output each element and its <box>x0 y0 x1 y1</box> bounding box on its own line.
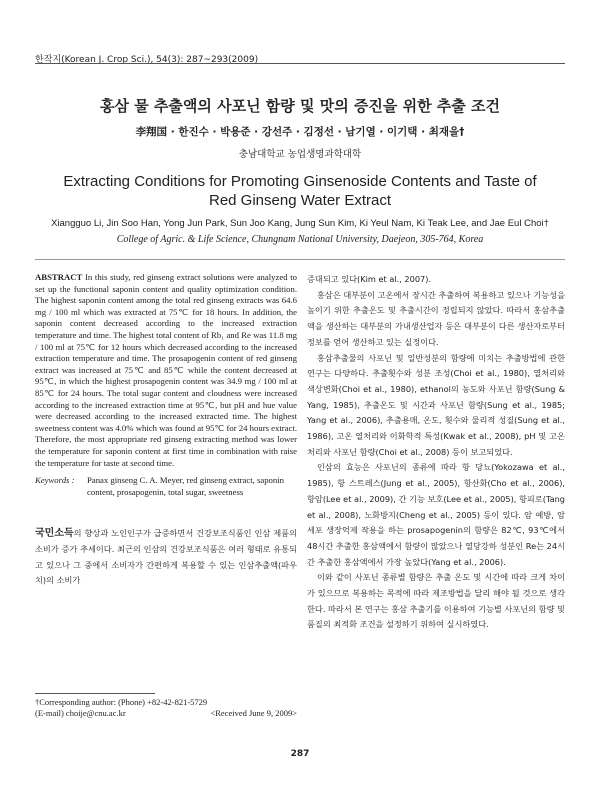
abstract-text: In this study, red ginseng extract solutions were analyzed to set up the functional saponin content and quality optimization condition. The highest saponin content among the total red ginseng extracts was 64.6 mg / 100 ml which was extracted at 75℃ for 18 hours. In addition, the saponin content decreased according to the increased extraction temperature and time. The highest total content of Rb₁ and Re was 11.8 mg / 100 ml at 75℃ for 12 hours which decreased according to the increased extraction temperature and time. The prosapogenin content of red ginseng extract was increased at 75℃ and 85℃ while the content decreased at 95℃, in which the highest prosapogenin content was 34.9 mg / 100 ml at 85℃ for 24 hours. The total sugar content and cloudness were increased according to the increased extraction time at 95℃, but pH and hue value were decreased according to the increased extracted time. The highest sweetness content was 4.0% which was found at 95℃ for 24 hours extract. Therefore, the most appropriate red ginseng extracting method was lower the temperature for saponin content at first time in combination with raise the temperature for taste at second time. <box>35 272 297 468</box>
intro-paragraph-left <box>35 526 297 589</box>
right-paragraph-3: 홍삼추출물의 사포닌 및 일반성분의 함량에 미치는 추출방법에 관한 연구는 다양하다. 추출횟수와 성분 조성(Choi et al., 1980), 열처리와 색상변화(Choi et al., 1980), ethanol의 농도와 사포닌 함량(Sung & Yang, 1985), 추출온도 및 시간과 사포닌 함량(Sung et al., 1985; Yang et al., 2006), 추출용매, 온도, 횟수와 물리적 성질(Sung et al., 1986), 고온 열처리와 이화학적 특성(Kwak et al., 2008), pH 및 고온처리와 사포닌 함량(Choi et al., 2008) 등이 보고되었다. <box>307 352 565 457</box>
korean-affiliation: 충남대학교 농업생명과학대학 <box>238 149 362 160</box>
right-paragraph-2: 홍삼은 대부분이 고온에서 장시간 추출하여 복용하고 있으나 기능성을 높이기 위한 추출온도 및 추출시간이 정립되지 않았다. 따라서 홍삼추출액을 생산하는 대부분의 가내생산업자 등은 대부분이 다른 생산자로부터 정보를 얻어 생산하고 있는 실정이다. <box>307 289 565 347</box>
right-paragraph-1: 증대되고 있다(Kim et al., 2007). <box>307 274 432 284</box>
footnote-received: <Received June 9, 2009> <box>210 708 297 718</box>
keywords-label: Keywords : <box>35 475 75 486</box>
footnote-rule <box>35 693 155 694</box>
footnote-row <box>35 708 297 719</box>
english-authors: Xiangguo Li, Jin Soo Han, Yong Jun Park, Sun Joo Kang, Jung Sun Kim, Ki Yeul Nam, Ki Teak Lee, and Jae Eul Choi† <box>51 218 549 229</box>
header-rule <box>35 63 565 64</box>
footnote-corresponding: †Corresponding author: (Phone) +82-42-821-5729 <box>35 697 208 707</box>
left-column <box>35 272 297 589</box>
keywords-text: Panax ginseng C. A. Meyer, red ginseng extract, saponin content, prosapogenin, total sugar, sweetness <box>87 475 285 497</box>
journal-header: 한작지(Korean J. Crop Sci.), 54(3): 287~293(2009) <box>35 55 259 65</box>
abstract <box>35 272 297 469</box>
section-rule <box>35 259 565 260</box>
english-title <box>0 172 600 210</box>
keywords <box>35 475 297 498</box>
footnote <box>35 697 297 719</box>
intro-lead-word: 국민소득 <box>35 528 74 540</box>
right-paragraph-5: 이와 같이 사포닌 종류별 함량은 추출 온도 및 시간에 따라 크게 차이가 있으므로 복용하는 목적에 따라 제조방법을 달리 해야 될 것으로 생각한다. 따라서 본 연구는 홍삼 추출기를 이용하여 기능별 사포닌의 함량 및 품질의 최적화 조건을 설정하기 위하여 실시하였다. <box>307 572 565 630</box>
abstract-label: ABSTRACT <box>35 272 83 282</box>
korean-authors: 李翔国 · 한진수 · 박용준 · 강선주 · 김정선 · 남기열 · 이기택 · 최재을† <box>135 126 465 138</box>
right-paragraph-4: 인삼의 효능은 사포닌의 종류에 따라 항 당뇨(Yokozawa et al., 1985), 항 스트레스(Jung et al., 2005), 항산화(Cho et al., 2006), 항암(Lee et al., 2009), 간 기능 보호(Lee et al., 2005), 항피로(Tang et al., 2008), 노화방지(Cheng et al., 2005) 등이 있다. 암 예방, 암세포 생장억제 작용을 하는 prosapogenin의 함량은 82℃, 93℃에서 48시간 추출한 홍삼액에서 함량이 많았으나 열당강하 성분인 Re는 24시간 추출한 홍삼액에서 가장 높았다(Yang et al., 2006). <box>307 462 565 567</box>
english-affiliation: College of Agric. & Life Science, Chungnam National University, Daejeon, 305-764, Korea <box>116 234 484 245</box>
intro-text-left: 의 향상과 노인인구가 급증하면서 건강보조식품인 인삼 제품의 소비가 증가 추세이다. 최근의 인삼의 건강보조식품은 여러 형태로 유통되고 있으나 그 중에서 소비자가 간편하게 복용할 수 있는 인삼추출액(파우치)의 소비가 <box>35 528 297 586</box>
korean-title: 홍삼 물 추출액의 사포닌 함량 및 맛의 증진을 위한 추출 조건 <box>100 97 500 115</box>
right-column <box>307 272 565 633</box>
english-title-line-1: Extracting Conditions for Promoting Ginsenoside Contents and Taste of <box>63 173 537 190</box>
page-number: 287 <box>290 749 310 759</box>
footnote-email: (E-mail) choije@cnu.ac.kr <box>35 708 126 718</box>
english-title-line-2: Red Ginseng Water Extract <box>208 192 391 209</box>
